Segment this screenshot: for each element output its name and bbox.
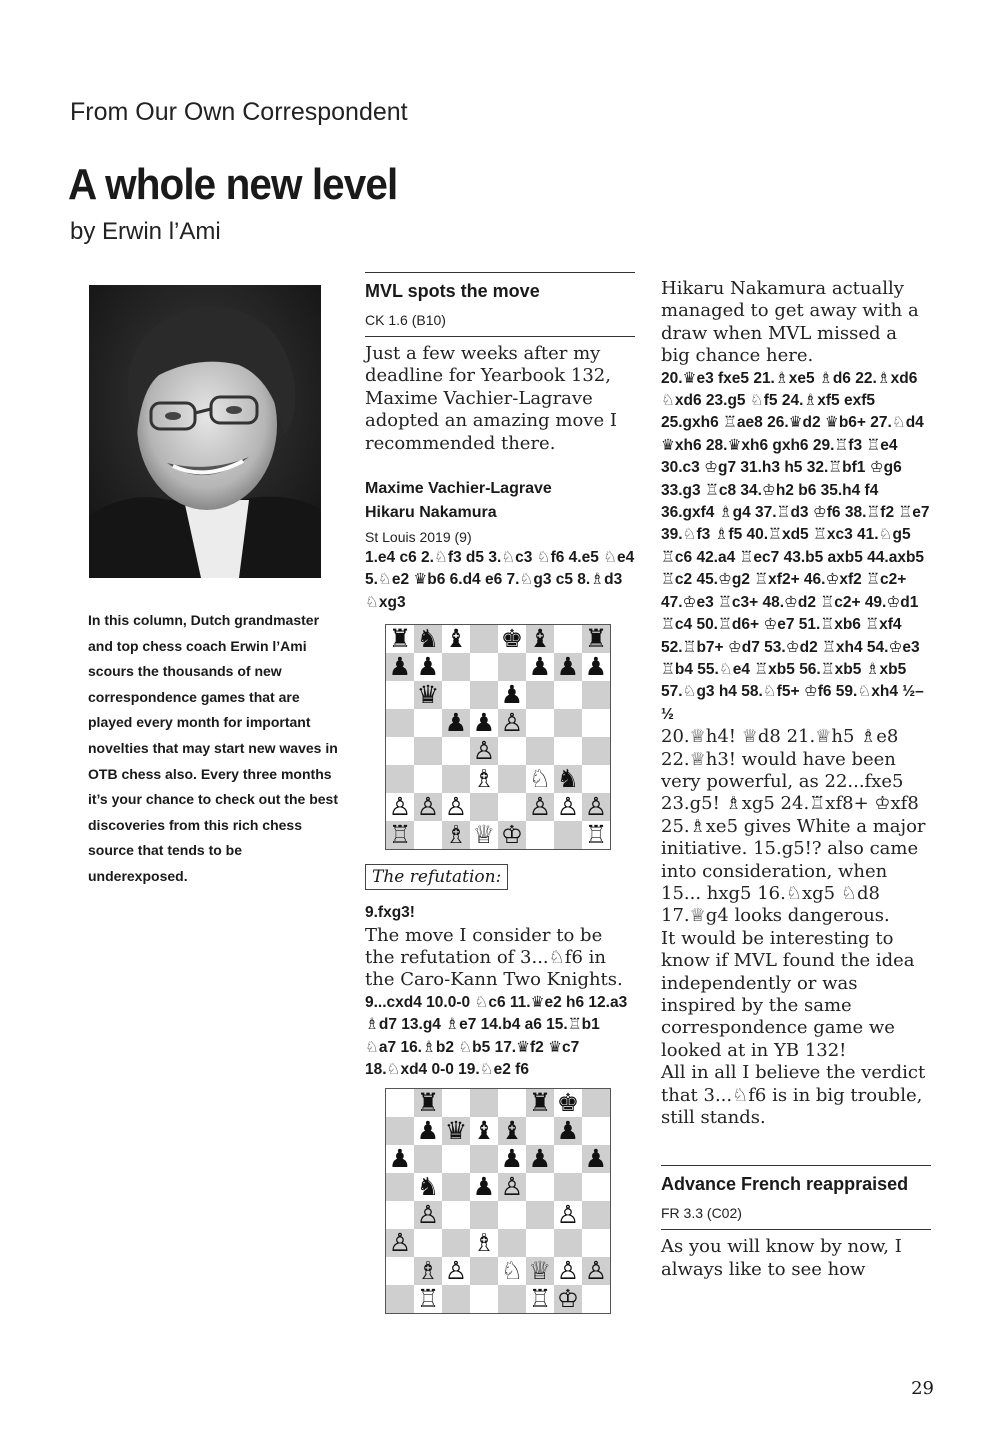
chess-piece: ♙	[388, 792, 412, 822]
paragraph-mvl-idea: It would be interesting to know if MVL found the idea independently or was inspired by the same correspondence game we looked at in YB 132!	[661, 927, 915, 1061]
board-square	[414, 1145, 442, 1173]
board-square	[582, 737, 610, 765]
board-square	[498, 1285, 526, 1313]
board-square	[470, 1201, 498, 1229]
board-square	[442, 1229, 470, 1257]
chess-piece: ♟	[584, 652, 608, 682]
board-square	[498, 1229, 526, 1257]
white-player: Maxime Vachier-Lagrave	[365, 480, 552, 498]
board-square	[386, 1089, 414, 1117]
board-square	[442, 737, 470, 765]
board-square	[498, 1089, 526, 1117]
board-square	[526, 1229, 554, 1257]
board-square	[526, 681, 554, 709]
board-square	[414, 1229, 442, 1257]
chess-diagram-1	[385, 624, 611, 850]
chess-piece: ♖	[584, 820, 608, 850]
board-square	[414, 821, 442, 849]
board-square	[414, 765, 442, 793]
author-photo	[89, 285, 321, 578]
board-square	[554, 1229, 582, 1257]
board-square	[498, 793, 526, 821]
chess-piece: ♟	[528, 652, 552, 682]
annotation-text: The move I consider to be the refutation of 3...♘f6 in the Caro-Kann Two Knights.	[365, 924, 623, 991]
board-square	[498, 1201, 526, 1229]
board-square	[470, 1285, 498, 1313]
column-intro: In this column, Dutch grandmaster and top chess coach Erwin l’Ami scours the thousands of new correspondence games that are played every month for important novelties that may start new waves in OTB chess also. Every three months it’s your chance to check out the best discoveries from this rich chess source that tends to be underexposed.	[88, 612, 338, 884]
chess-piece: ♝	[500, 1115, 524, 1145]
board-square	[470, 1089, 498, 1117]
chess-piece: ♟	[556, 1115, 580, 1145]
board-square	[414, 709, 442, 737]
board-square	[554, 681, 582, 709]
chess-piece: ♟	[472, 708, 496, 738]
chess-piece: ♖	[416, 1283, 440, 1313]
game-moves-final: 20.♛e3 fxe5 21.♗xe5 ♗d6 22.♗xd6 ♘xd6 23.g5 ♘f5 24.♗xf5 exf5 25.gxh6 ♖ae8 26.♛d2 ♛b6+ 27.♘d4 ♛xh6 28.♛xh6 gxh6 29.♖f3 ♖e4 30.c3 ♔g7 31.h3 h5 32.♖bf1 ♔g6 33.g3 ♖c8 34.♔h2 b6 35.h4 f4 36.gxf4 ♗g4 37.♖d3 ♔f6 38.♖f2 ♖e7 39.♘f3 ♗f5 40.♖xd5 ♖xc3 41.♘g5 ♖c6 42.a4 ♖ec7 43.b5 axb5 44.axb5 ♖c2 45.♔g2 ♖xf2+ 46.♔xf2 ♖c2+ 47.♔e3 ♖c3+ 48.♔d2 ♖c2+ 49.♔d1 ♖c4 50.♖d6+ ♔e7 51.♖xb6 ♖xf4 52.♖b7+ ♔d7 53.♔d2 ♖xh4 54.♔e3 ♖b4 55.♘e4 ♖xb5 56.♖xb5 ♗xb5 57.♘g3 h4 58.♘f5+ ♔f6 59.♘xh4 ½–½	[661, 369, 930, 723]
chess-piece: ♛	[444, 1115, 468, 1145]
chess-piece: ♛	[416, 680, 440, 710]
chess-piece: ♞	[556, 764, 580, 794]
board-square	[442, 681, 470, 709]
chess-piece: ♙	[416, 1199, 440, 1229]
byline: by Erwin l’Ami	[70, 218, 221, 245]
board-square	[582, 681, 610, 709]
board-square	[386, 1257, 414, 1285]
lead-paragraph: Just a few weeks after my deadline for Yearbook 132, Maxime Vachier-Lagrave adopted an amazing move I recommended there.	[365, 343, 617, 454]
board-square	[470, 1145, 498, 1173]
board-square	[470, 681, 498, 709]
board-square	[470, 793, 498, 821]
chess-piece: ♙	[556, 1199, 580, 1229]
refutation-label: The refutation:	[365, 864, 508, 890]
board-square	[442, 1285, 470, 1313]
chess-piece: ♟	[444, 708, 468, 738]
chess-piece: ♙	[528, 792, 552, 822]
board-square	[554, 709, 582, 737]
chess-piece: ♟	[556, 652, 580, 682]
chess-piece: ♘	[500, 1255, 524, 1285]
black-player: Hikaru Nakamura	[365, 504, 497, 522]
chess-piece: ♙	[584, 1255, 608, 1285]
chess-piece: ♟	[500, 1143, 524, 1173]
chess-piece: ♟	[584, 1143, 608, 1173]
board-square	[442, 1145, 470, 1173]
chess-piece: ♙	[388, 1227, 412, 1257]
chess-piece: ♗	[416, 1255, 440, 1285]
board-square	[498, 765, 526, 793]
board-square	[442, 765, 470, 793]
board-square	[498, 653, 526, 681]
chess-piece: ♟	[528, 1143, 552, 1173]
article-title: A whole new level	[68, 160, 398, 209]
board-square	[582, 1229, 610, 1257]
lead-paragraph-2: As you will know by now, I always like to see how	[661, 1236, 902, 1280]
chess-piece: ♖	[388, 820, 412, 850]
board-square	[386, 1285, 414, 1313]
chess-piece: ♝	[528, 624, 552, 654]
column-middle	[365, 272, 635, 1314]
chess-piece: ♕	[472, 820, 496, 850]
chess-piece: ♞	[416, 1171, 440, 1201]
board-square	[582, 1201, 610, 1229]
chess-piece: ♝	[444, 624, 468, 654]
chess-piece: ♙	[416, 792, 440, 822]
chess-piece: ♕	[528, 1255, 552, 1285]
chess-piece: ♗	[444, 820, 468, 850]
board-square	[386, 765, 414, 793]
board-square	[526, 1117, 554, 1145]
chess-piece: ♙	[556, 792, 580, 822]
board-square	[386, 1201, 414, 1229]
chess-piece: ♜	[416, 1087, 440, 1117]
chess-piece: ♗	[472, 764, 496, 794]
chess-piece: ♟	[472, 1171, 496, 1201]
chess-piece: ♞	[416, 624, 440, 654]
chess-diagram-2	[385, 1088, 611, 1314]
section-heading: MVL spots the move	[365, 272, 635, 302]
chess-piece: ♙	[556, 1255, 580, 1285]
opening-code-2: FR 3.3 (C02)	[661, 1205, 931, 1230]
analysis-paragraph: 20.♕h4! ♕d8 21.♕h5 ♗e8 22.♕h3! would have been very powerful, as 22...fxe5 23.g5! ♗xg5 24.♖xf8+ ♔xf8 25.♗xe5 gives White a major initiative. 15.g5!? also came into consideration, when 15... hxg5 16.♘xg5 ♘d8 17.♕g4 looks dangerous.	[661, 726, 926, 927]
chess-piece: ♔	[500, 820, 524, 850]
board-square	[470, 1257, 498, 1285]
board-square	[526, 1201, 554, 1229]
board-square	[442, 1201, 470, 1229]
chess-piece: ♚	[556, 1087, 580, 1117]
chess-piece: ♙	[472, 736, 496, 766]
section-heading-2: Advance French reappraised	[661, 1165, 931, 1195]
chess-piece: ♟	[388, 1143, 412, 1173]
chess-piece: ♖	[528, 1283, 552, 1313]
continuation-paragraph: Hikaru Nakamura actually managed to get away with a draw when MVL missed a big chance here.	[661, 278, 919, 367]
board-square	[526, 1173, 554, 1201]
chess-piece: ♗	[472, 1227, 496, 1257]
board-square	[582, 765, 610, 793]
chess-piece: ♚	[500, 624, 524, 654]
column-right	[661, 278, 931, 1281]
board-square	[526, 821, 554, 849]
kicker: From Our Own Correspondent	[70, 98, 408, 126]
board-square	[414, 737, 442, 765]
board-square	[526, 709, 554, 737]
board-square	[442, 1089, 470, 1117]
chess-piece: ♔	[556, 1283, 580, 1313]
chess-piece: ♟	[500, 680, 524, 710]
board-square	[442, 1173, 470, 1201]
chess-piece: ♟	[416, 652, 440, 682]
board-square	[554, 737, 582, 765]
key-move: 9.fxg3!	[365, 904, 415, 922]
chess-piece: ♟	[388, 652, 412, 682]
board-square	[582, 709, 610, 737]
board-square	[470, 653, 498, 681]
board-square	[554, 821, 582, 849]
board-square	[386, 1117, 414, 1145]
board-square	[554, 625, 582, 653]
chess-piece: ♜	[584, 624, 608, 654]
chess-piece: ♙	[500, 1171, 524, 1201]
opening-code: CK 1.6 (B10)	[365, 312, 635, 337]
chess-piece: ♙	[444, 792, 468, 822]
board-square	[386, 1173, 414, 1201]
board-square	[498, 737, 526, 765]
game-moves-continued: 9...cxd4 10.0-0 ♘c6 11.♛e2 h6 12.a3 ♗d7 13.g4 ♗e7 14.b4 a6 15.♖b1 ♘a7 16.♗b2 ♘b5 17.♛f2 ♛c7 18.♘xd4 0-0 19.♘e2 f6	[365, 993, 628, 1079]
chess-piece: ♙	[584, 792, 608, 822]
author-portrait-image	[89, 285, 321, 578]
chess-piece: ♙	[444, 1255, 468, 1285]
game-moves: 1.e4 c6 2.♘f3 d5 3.♘c3 ♘f6 4.e5 ♘e4 5.♘e2 ♛b6 6.d4 e6 7.♘g3 c5 8.♗d3 ♘xg3	[365, 549, 635, 611]
paragraph-verdict: All in all I believe the verdict that 3...♘f6 is in big trouble, still stands.	[661, 1062, 926, 1129]
board-square	[582, 1117, 610, 1145]
board-square	[582, 1285, 610, 1313]
board-square	[554, 1173, 582, 1201]
board-square	[386, 737, 414, 765]
board-square	[554, 1145, 582, 1173]
page-number: 29	[911, 1378, 934, 1399]
board-square	[386, 709, 414, 737]
chess-piece: ♜	[388, 624, 412, 654]
board-square	[526, 737, 554, 765]
chess-piece: ♜	[528, 1087, 552, 1117]
board-square	[442, 653, 470, 681]
board-square	[470, 625, 498, 653]
chess-piece: ♝	[472, 1115, 496, 1145]
chess-piece: ♘	[528, 764, 552, 794]
board-square	[386, 681, 414, 709]
event-info: St Louis 2019 (9)	[365, 529, 472, 546]
chess-piece: ♙	[500, 708, 524, 738]
chess-piece: ♟	[416, 1115, 440, 1145]
board-square	[582, 1089, 610, 1117]
board-square	[582, 1173, 610, 1201]
